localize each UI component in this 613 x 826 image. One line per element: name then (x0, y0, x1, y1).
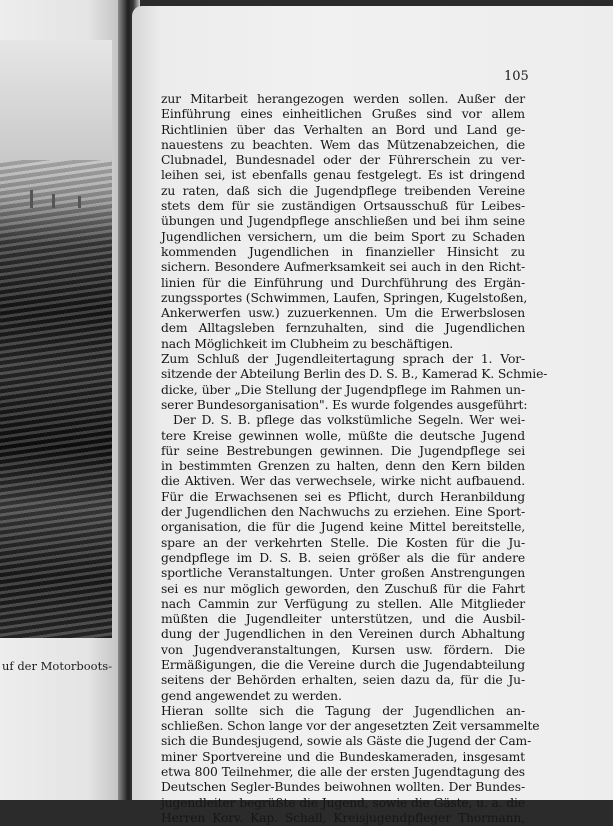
text-line: schließen. Schon lange vor der angesetzten Zeit versammelte (161, 719, 540, 734)
text-line: Hieran sollte sich die Tagung der Jugendlichen an- (161, 703, 525, 718)
text-line: nach Möglichkeit im Clubheim zu beschäftigen. (161, 336, 454, 351)
text-line: Clubnadel, Bundesnadel oder der Führerschein zu ver- (161, 153, 525, 168)
text-line: linien für die Einführung und Durchführung des Ergän- (161, 275, 525, 290)
left-page (0, 0, 126, 800)
text-line: Jugendlichen versichern, um die beim Sport zu Schaden (161, 229, 525, 244)
text-line: müßten die Jugendleiter unterstützen, und die Ausbil- (161, 612, 525, 627)
text-line: gendpflege im D. S. B. seien größer als die für andere (161, 550, 525, 565)
text-line: in bestimmten Grenzen zu halten, denn den Kern bilden (161, 459, 525, 474)
text-line: seitens der Behörden erhalten, seien dazu da, für die Ju- (161, 673, 525, 688)
text-line: nach Cammin zur Verfügung zu stellen. Alle Mitglieder (161, 596, 525, 611)
text-line: gend angewendet zu werden. (161, 688, 342, 703)
text-line: leihen sei, ist ebenfalls genau festgelegt. Es ist dringend (161, 168, 525, 183)
text-line: Ermäßigungen, die die Vereine durch die Jugendabteilung (161, 657, 525, 672)
sail-mark (30, 190, 33, 208)
text-line: dicke, über „Die Stellung der Jugendpflege im Rahmen un- (161, 382, 525, 397)
sail-mark (78, 196, 81, 208)
text-line: Zum Schluß der Jugendleitertagung sprach der 1. Vor- (161, 352, 525, 367)
text-line: miner Sportvereine und die Bundeskameraden, insgesamt (161, 749, 525, 764)
text-line: die Aktiven. Wer das verwechsele, wirke nicht aufbauend. (161, 474, 525, 489)
text-line: sei es nur möglich geworden, den Zuschuß für die Fahrt (161, 581, 525, 596)
text-line: sitzende der Abteilung Berlin des D. S. B., Kamerad K. Schmie- (161, 367, 548, 382)
text-line: Ankerwerfen usw.) zuzuerkennen. Um die Erwerbslosen (161, 306, 525, 321)
page-number: 105 (504, 69, 529, 84)
text-line: kommenden Jugendlichen in finanzieller Hinsicht zu (161, 244, 525, 259)
text-line: Für die Erwachsenen sei es Pflicht, durch Heranbildung (161, 489, 525, 504)
text-line: stets dem für sie zuständigen Ortsausschuß für Leibes- (161, 199, 525, 214)
text-line: zungssportes (Schwimmen, Laufen, Springen, Kugelstoßen, (161, 290, 528, 305)
text-line: Einführung eines einheitlichen Grußes sind vor allem (161, 107, 525, 122)
text-line: dem Alltagsleben fernzuhalten, sind die Jugendlichen (161, 321, 525, 336)
photo-caption: uf der Motorboots- (2, 659, 112, 673)
text-line: spare an der verkehrten Stelle. Die Kosten für die Ju- (161, 535, 525, 550)
text-line: dung der Jugendlichen in den Vereinen durch Abhaltung (161, 627, 525, 642)
text-line: zu raten, daß sich die Jugendpflege treibenden Vereine (161, 183, 525, 198)
text-line: etwa 800 Teilnehmer, die alle der ersten Jugendtagung des (161, 765, 525, 780)
text-line: Deutschen Segler-Bundes beiwohnen wollten. Der Bundes- (161, 780, 525, 795)
text-line: Der D. S. B. pflege das volkstümliche Segeln. Wer wei- (173, 413, 525, 428)
text-line: sich die Bundesjugend, sowie als Gäste die Jugend der Cam- (161, 734, 532, 749)
text-line: sportliche Veranstaltungen. Unter großen Anstrengungen (161, 566, 525, 581)
text-line: Richtlinien über das Verhalten an Bord und Land ge- (161, 122, 525, 137)
text-line: nauestens zu beachten. Wem das Mützenabzeichen, die (161, 137, 525, 152)
text-line: zur Mitarbeit herangezogen werden sollen. Außer der (161, 92, 525, 106)
text-line: organisation, die für die Jugend keine Mittel bereitstelle, (161, 520, 525, 535)
body-text (161, 92, 548, 826)
text-line: Herren Korv. Kap. Schall, Kreisjugendpfleger Thormann, (161, 810, 525, 825)
sail-mark (52, 194, 55, 208)
text-line: tere Kreise gewinnen wolle, müßte die deutsche Jugend (161, 428, 525, 443)
text-line: von Jugendveranstaltungen, Kursen usw. fördern. Die (161, 642, 525, 657)
photo-sky (0, 40, 112, 160)
text-line: serer Bundesorganisation". Es wurde folgendes ausgeführt: (161, 397, 528, 412)
motorboat-photo (0, 40, 112, 638)
text-line: übungen und Jugendpflege anschließen und bei ihm seine (161, 214, 525, 229)
text-line: sichern. Besondere Aufmerksamkeit sei auch in den Richt- (161, 260, 525, 275)
text-line: der Jugendlichen den Nachwuchs zu erziehen. Eine Sport- (161, 505, 525, 520)
text-line: jugendleiter begrüßte die Jugend, sowie die Gäste, u. a. die (161, 795, 525, 810)
text-line: für seine Bestrebungen gewinnen. Die Jugendpflege sei (161, 443, 525, 458)
